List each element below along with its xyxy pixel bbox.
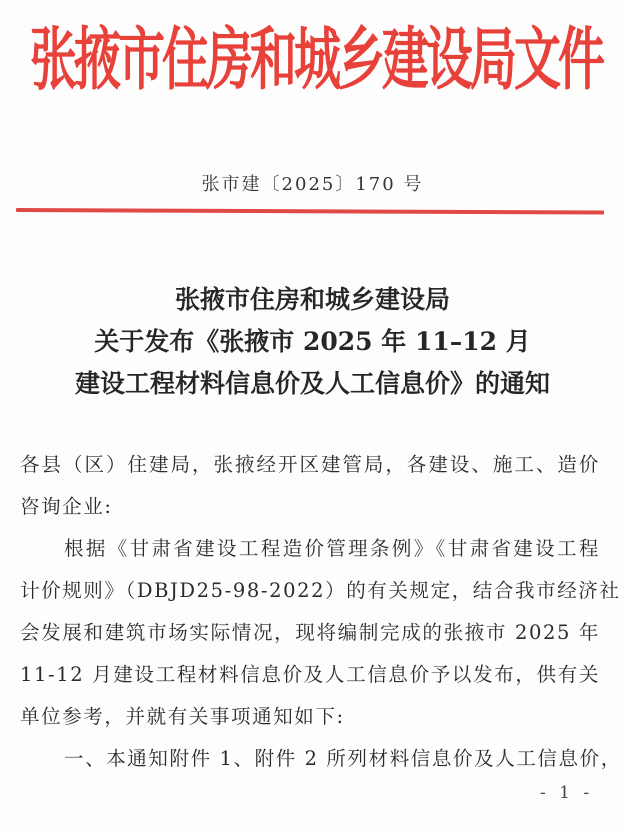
notice-title-line-2: 关于发布《张掖市 2025 年 11–12 月 <box>94 327 531 356</box>
body-text <box>20 444 622 780</box>
body-line-paragraph-1: 根据《甘肃省建设工程造价管理条例》《甘肃省建设工程 <box>64 537 600 560</box>
body-line-paragraph-1-end: 单位参考，并就有关事项通知如下: <box>20 705 345 728</box>
notice-title-line-1: 张掖市住房和城乡建设局 <box>174 285 450 314</box>
body-line-paragraph-1-cont: 会发展和建筑市场实际情况，现将编制完成的张掖市 2025 年 <box>20 621 600 644</box>
red-divider-line <box>16 208 604 215</box>
body-line-item-1: 一、本通知附件 1、附件 2 所列材料信息价及人工信息价， <box>64 747 622 770</box>
body-line-addressees: 各县（区）住建局，张掖经开区建管局，各建设、施工、造价 <box>20 453 600 476</box>
document-number: 张市建〔2025〕170 号 <box>201 174 424 195</box>
body-line-addressees-cont: 咨询企业: <box>20 495 113 518</box>
notice-title <box>0 279 625 405</box>
body-line-paragraph-1-cont: 11-12 月建设工程材料信息价及人工信息价予以发布，供有关 <box>20 663 600 686</box>
page-number: - 1 - <box>540 783 594 803</box>
notice-title-line-3: 建设工程材料信息价及人工信息价》的通知 <box>74 369 550 398</box>
body-line-paragraph-1-cont: 计价规则》（DBJD25-98-2022）的有关规定，结合我市经济社 <box>20 579 621 602</box>
issuer-header-title: 张掖市住房和城乡建设局文件 <box>30 20 602 101</box>
